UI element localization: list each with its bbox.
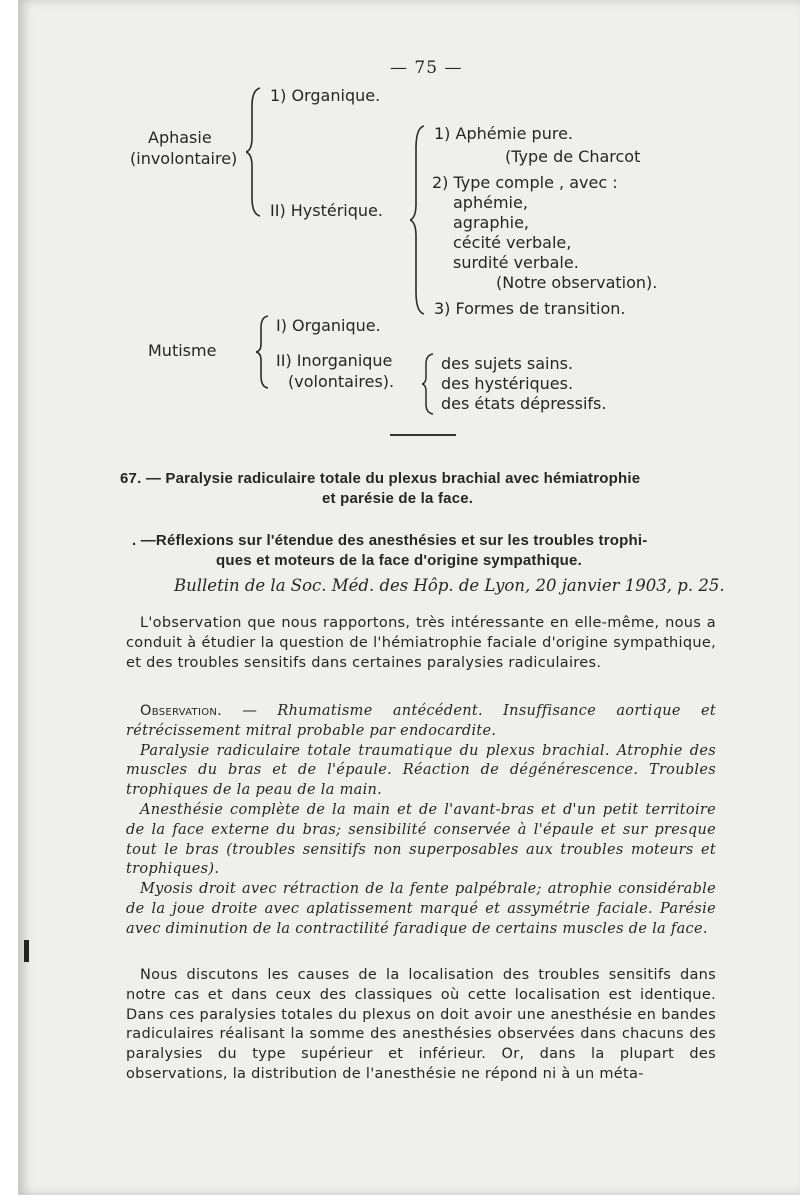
surdite-verbale: surdité verbale. [453, 253, 579, 272]
involontaire-label: (involontaire) [130, 149, 238, 168]
inorganique-brace [422, 352, 438, 416]
organique-2: I) Organique. [276, 316, 381, 335]
inorganique: II) Inorganique [276, 351, 393, 370]
discussion-text: Nous discutons les causes de la localisation des troubles sensitifs dans notre cas et dans ceux des classiques où cette localisation est identique. Dans ces paralysies totales du plexus on doit avoir une anesthésie en bandes radiculaires réalisant la somme des anesthésies observées dans chacuns des paralysies du type supérieur et inférieur. Or, dans la plupart des observations, la distribution de l'anesthésie ne répond ni à un méta- [126, 967, 716, 1082]
article-subtitle-line1: . —Réflexions sur l'étendue des anesthésies et sur les troubles trophi- [132, 532, 648, 549]
observation-label: Observation. [140, 703, 223, 719]
intro-paragraph [126, 614, 716, 673]
mutisme-label: Mutisme [148, 341, 217, 360]
aphasie-label: Aphasie [148, 128, 212, 147]
section-separator [390, 434, 456, 436]
hysteriques: des hystériques. [441, 374, 574, 393]
observation-p3: Anesthésie complète de la main et de l'avant-bras et d'un petit territoire de la face externe du bras; sensibilité conservée à l'épaule et sur presque tout le bras (troubles sensitifs non superposables aux troubles moteurs et trophiques). [126, 801, 716, 878]
agraphie: agraphie, [453, 213, 530, 232]
observation-p2: Paralysie radiculaire totale traumatique du plexus brachial. Atrophie des muscles du bras et de l'épaule. Réaction de dégénérescence. Troubles trophiques de la peau de la main. [126, 742, 716, 799]
notre-observation: (Notre observation). [496, 273, 658, 292]
observation-block [126, 702, 716, 940]
observation-p4: Myosis droit avec rétraction de la fente palpébrale; atrophie considérable de la joue droite avec aplatissement marqué et assymétrie faciale. Parésie avec diminution de la contractilité faradique de certains muscles de la face. [126, 881, 716, 937]
sujets-sains: des sujets sains. [441, 354, 574, 373]
article-title-line2: et parésie de la face. [322, 490, 474, 507]
scanned-page [18, 0, 800, 1195]
aphasie-brace [246, 86, 268, 218]
type-complexe: 2) Type comple , avec : [432, 173, 618, 192]
article-title-line1: 67. — Paralysie radiculaire totale du plexus brachial avec hémiatrophie [120, 470, 641, 487]
observation-p1 [126, 702, 716, 742]
type-charcot: (Type de Charcot [505, 147, 641, 166]
aphemie: aphémie, [453, 193, 528, 212]
formes-transition: 3) Formes de transition. [434, 299, 626, 318]
volontaires: (volontaires). [288, 372, 395, 391]
page-number: — 75 — [390, 58, 463, 78]
aphemie-pure: 1) Aphémie pure. [434, 124, 574, 143]
intro-text: L'observation que nous rapportons, très intéressante en elle-même, nous a conduit à étudier la question de l'hémiatrophie faciale d'origine sympathique, et des troubles sensitifs dans certaines paralysies radiculaires. [126, 615, 716, 671]
cecite-verbale: cécité verbale, [453, 233, 572, 252]
mutisme-brace [256, 314, 274, 390]
etats-depressifs: des états dépressifs. [441, 394, 607, 413]
citation-text: Bulletin de la Soc. Méd. des Hôp. de Lyon, 20 janvier 1903, p. 25. [174, 576, 725, 595]
discussion-paragraph [126, 966, 716, 1085]
organique-1: 1) Organique. [270, 86, 381, 105]
citation [174, 576, 725, 596]
article-subtitle-line2: ques et moteurs de la face d'origine sympathique. [216, 552, 582, 569]
margin-mark [24, 940, 29, 962]
hysterique-brace [410, 124, 432, 316]
observation-text: — Rhumatisme antécédent. Insuffisance aortique et rétrécissement mitral probable par endocardite. [126, 703, 716, 739]
hysterique: II) Hystérique. [270, 201, 383, 220]
